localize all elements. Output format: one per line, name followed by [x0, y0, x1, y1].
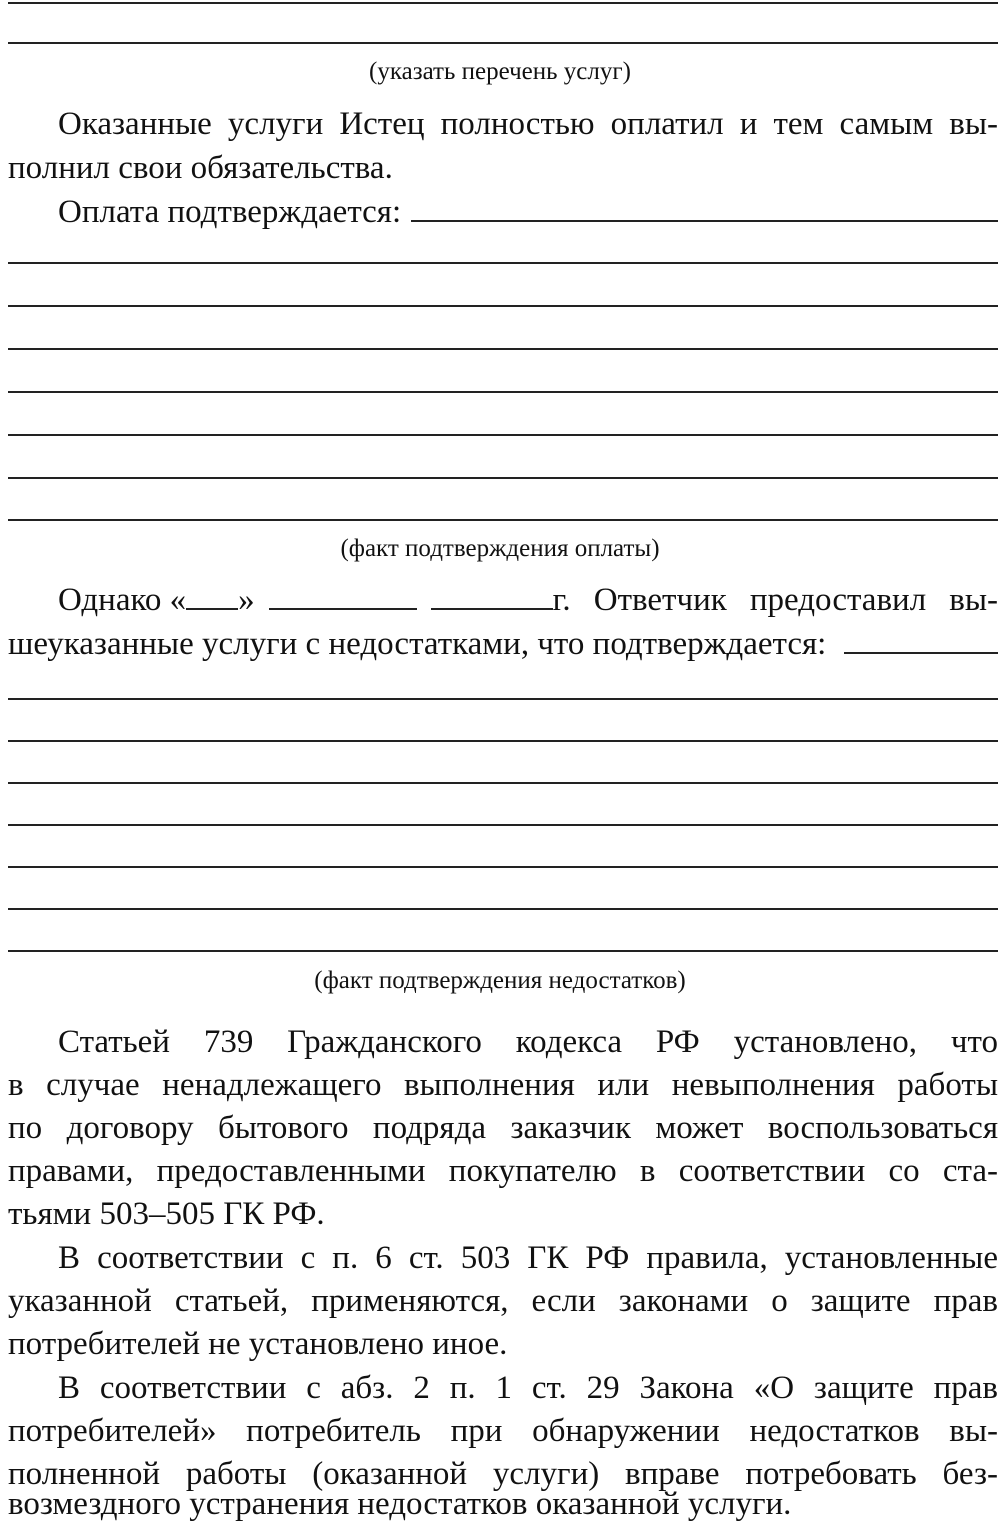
article503-line-1: В соответствии с п. 6 ст. 503 ГК РФ правила, установленные [58, 1240, 998, 1276]
article503-line-2: указанной статьей, применяются, если законами о защите прав [8, 1283, 998, 1319]
defects-prefix: Однако « [58, 582, 187, 618]
law29-line-2: потребителей» потребитель при обнаружении недостатков вы- [8, 1413, 998, 1449]
blank-line [8, 950, 998, 952]
blank-line [8, 782, 998, 784]
blank-line [8, 434, 998, 436]
article739-line-5: тьями 503–505 ГК РФ. [8, 1196, 325, 1232]
payment-confirm-label: Оплата подтверждается: [58, 194, 402, 230]
blank-line [8, 305, 998, 307]
defects-line-2 [8, 622, 998, 666]
caption-payment-fact: (факт подтверждения оплаты) [340, 535, 660, 562]
law29-line-1: В соответствии с абз. 2 п. 1 ст. 29 Закона «О защите прав [58, 1370, 998, 1406]
defects-year-suffix: г. Ответчик предоставил вы- [552, 582, 998, 618]
day-blank [186, 580, 238, 610]
blank-line [8, 348, 998, 350]
law29-line-4: возмездного устранения недостатков оказанной услуги. [8, 1486, 792, 1522]
payment-line-2: полнил свои обязательства. [8, 150, 393, 186]
blank-line [8, 42, 998, 44]
article739-line-3: по договору бытового подряда заказчик может воспользоваться [8, 1110, 998, 1146]
article739-line-2: в случае ненадлежащего выполнения или невыполнения работы [8, 1067, 998, 1103]
blank-line [8, 740, 998, 742]
blank-line [8, 866, 998, 868]
blank-line [8, 908, 998, 910]
defects-line-2-text: шеуказанные услуги с недостатками, что подтверждается: [8, 626, 827, 662]
year-blank [431, 580, 553, 610]
caption-services-list: (указать перечень услуг) [369, 58, 631, 85]
payment-confirm-line [8, 190, 998, 234]
article739-line-1: Статьей 739 Гражданского кодекса РФ установлено, что [58, 1024, 998, 1060]
blank-line [8, 2, 998, 4]
defects-line-1 [8, 578, 998, 622]
defects-confirm-blank [844, 622, 998, 654]
blank-line [8, 391, 998, 393]
blank-line [8, 824, 998, 826]
blank-line [8, 698, 998, 700]
quote-close: » [238, 582, 255, 618]
law29-line-3: полненной работы (оказанной услуги) вправе потребовать без- [8, 1456, 998, 1492]
article503-line-3: потребителей не установлено иное. [8, 1326, 508, 1362]
blank-line [8, 262, 998, 264]
blank-line [8, 477, 998, 479]
payment-line-1: Оказанные услуги Истец полностью оплатил и тем самым вы- [58, 106, 998, 142]
month-blank [269, 580, 417, 610]
article739-line-4: правами, предоставленными покупателю в соответствии со ста- [8, 1153, 998, 1189]
payment-confirm-blank [411, 190, 998, 222]
blank-line [8, 519, 998, 521]
caption-defects-fact: (факт подтверждения недостатков) [314, 967, 686, 994]
